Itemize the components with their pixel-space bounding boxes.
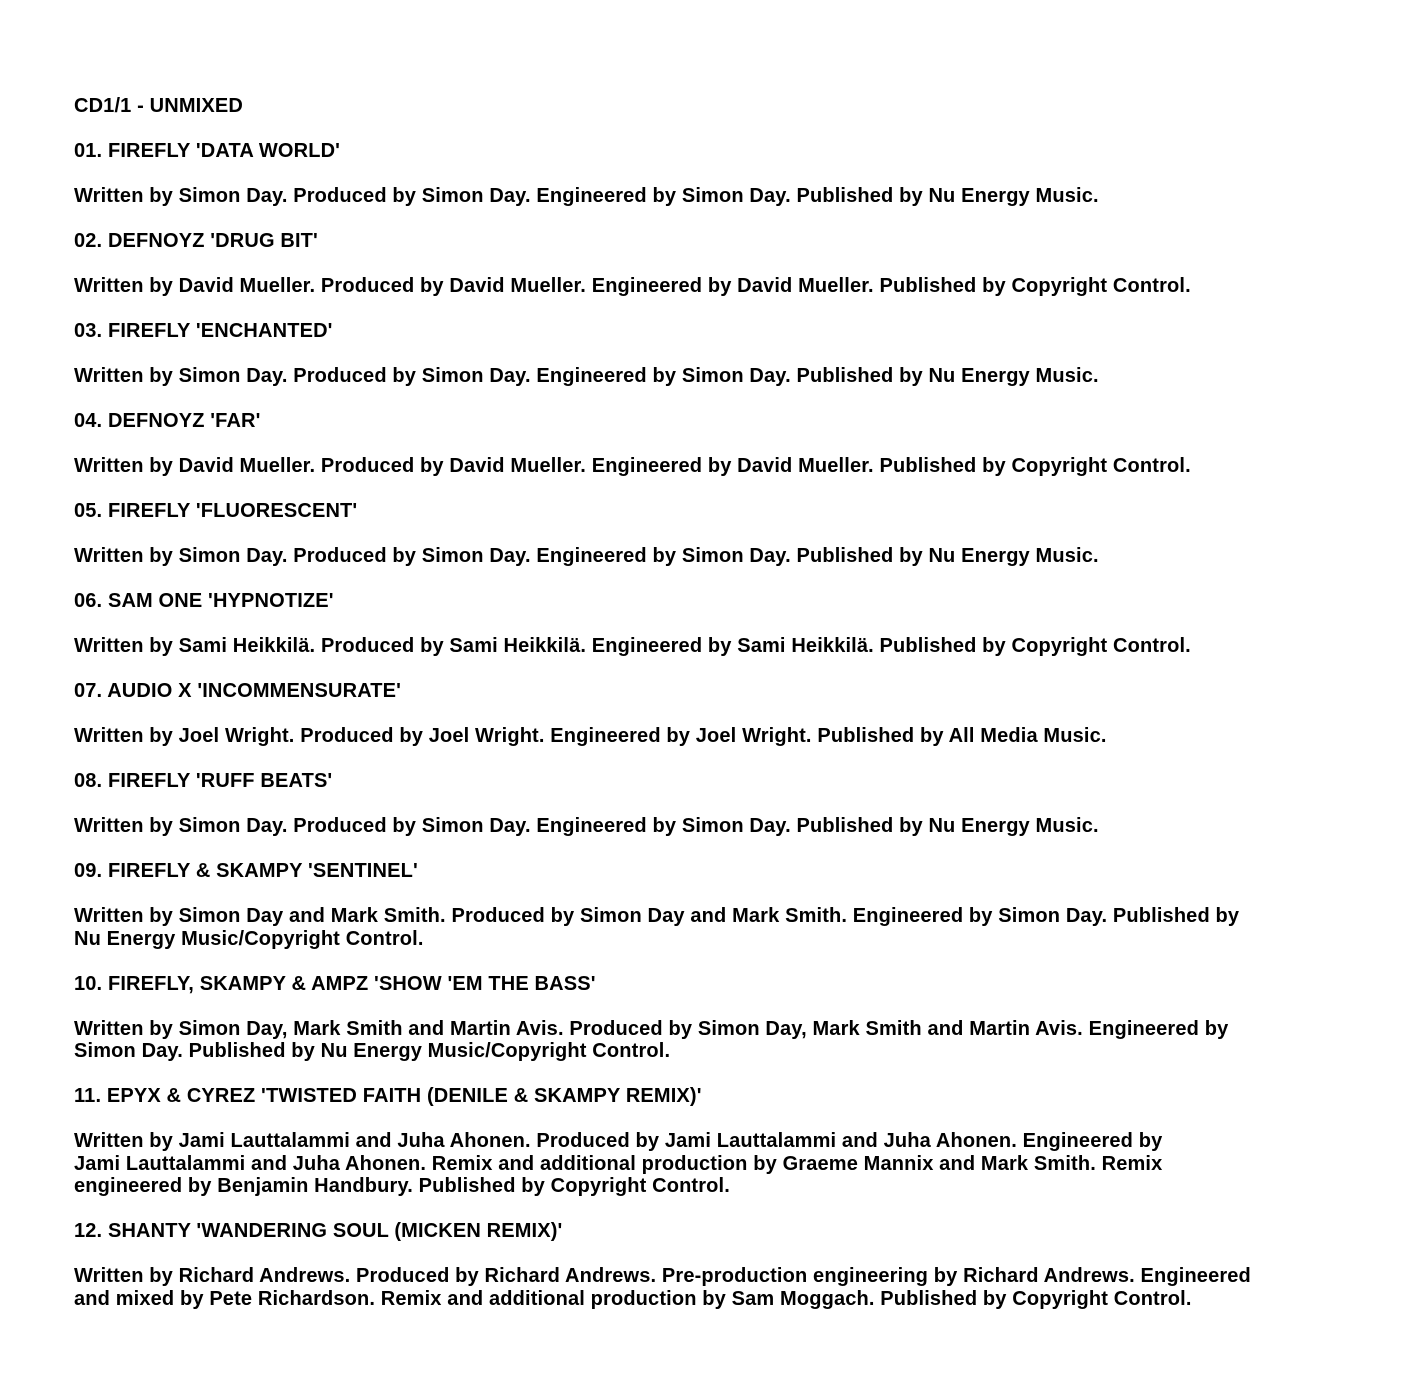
track-title: 01. FIREFLY 'DATA WORLD' bbox=[74, 140, 341, 162]
section-title: CD1/1 - UNMIXED bbox=[74, 95, 243, 117]
track-credits: Written by Simon Day. Produced by Simon Day. Engineered by Simon Day. Published by Nu Energy Music. bbox=[74, 545, 1099, 567]
track-credits: Written by David Mueller. Produced by David Mueller. Engineered by David Mueller. Published by Copyright Control. bbox=[74, 275, 1191, 297]
track-credits-document bbox=[74, 95, 1384, 1333]
track-title: 08. FIREFLY 'RUFF BEATS' bbox=[74, 770, 333, 792]
track-credits: Written by Simon Day. Produced by Simon Day. Engineered by Simon Day. Published by Nu Energy Music. bbox=[74, 365, 1099, 387]
track-credits: Written by Jami Lauttalammi and Juha Ahonen. Produced by Jami Lauttalammi and Juha Ahonen. Engineered by Jami Lauttalammi and Juha Ahonen. Remix and additional production by Graeme Mannix and Mark Smith. Remix engineered by Benjamin Handbury. Published by Copyright Control. bbox=[74, 1130, 1163, 1197]
track-credits: Written by Joel Wright. Produced by Joel Wright. Engineered by Joel Wright. Published by All Media Music. bbox=[74, 725, 1107, 747]
track-title: 02. DEFNOYZ 'DRUG BIT' bbox=[74, 230, 318, 252]
track-credits: Written by Simon Day, Mark Smith and Martin Avis. Produced by Simon Day, Mark Smith and Martin Avis. Engineered by Simon Day. Published by Nu Energy Music/Copyright Control. bbox=[74, 1017, 1229, 1062]
track-title: 09. FIREFLY & SKAMPY 'SENTINEL' bbox=[74, 860, 418, 882]
track-title: 05. FIREFLY 'FLUORESCENT' bbox=[74, 500, 358, 522]
track-credits: Written by Sami Heikkilä. Produced by Sami Heikkilä. Engineered by Sami Heikkilä. Published by Copyright Control. bbox=[74, 635, 1191, 657]
track-title: 06. SAM ONE 'HYPNOTIZE' bbox=[74, 590, 334, 612]
track-credits: Written by Simon Day. Produced by Simon Day. Engineered by Simon Day. Published by Nu Energy Music. bbox=[74, 185, 1099, 207]
track-title: 03. FIREFLY 'ENCHANTED' bbox=[74, 320, 333, 342]
track-credits: Written by Richard Andrews. Produced by Richard Andrews. Pre-production engineering by Richard Andrews. Engineered and mixed by Pete Richardson. Remix and additional production by Sam Moggach. Published by Copyright Control. bbox=[74, 1265, 1251, 1310]
track-credits: Written by Simon Day and Mark Smith. Produced by Simon Day and Mark Smith. Engineered by Simon Day. Published by Nu Energy Music/Copyright Control. bbox=[74, 905, 1240, 950]
track-title: 04. DEFNOYZ 'FAR' bbox=[74, 410, 261, 432]
track-credits: Written by Simon Day. Produced by Simon Day. Engineered by Simon Day. Published by Nu Energy Music. bbox=[74, 815, 1099, 837]
track-title: 07. AUDIO X 'INCOMMENSURATE' bbox=[74, 680, 402, 702]
track-title: 11. EPYX & CYREZ 'TWISTED FAITH (DENILE & SKAMPY REMIX)' bbox=[74, 1085, 702, 1107]
track-credits: Written by David Mueller. Produced by David Mueller. Engineered by David Mueller. Published by Copyright Control. bbox=[74, 455, 1191, 477]
track-title: 12. SHANTY 'WANDERING SOUL (MICKEN REMIX)' bbox=[74, 1220, 563, 1242]
track-title: 10. FIREFLY, SKAMPY & AMPZ 'SHOW 'EM THE BASS' bbox=[74, 972, 596, 995]
